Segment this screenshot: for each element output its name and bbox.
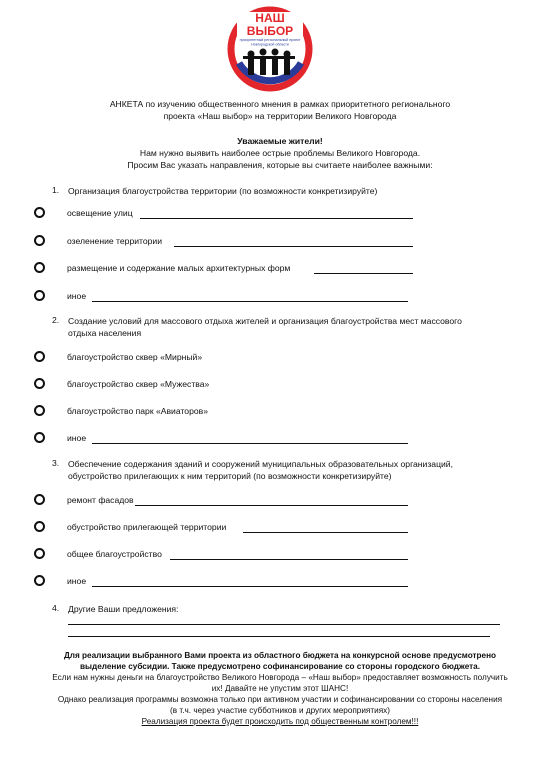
option-row[interactable] xyxy=(0,290,560,304)
option-label: иное xyxy=(67,433,87,443)
greeting-line-1: Нам нужно выявить наиболее острые проблемы Великого Новгорода. xyxy=(139,148,421,158)
answer-line[interactable] xyxy=(68,624,500,625)
option-row[interactable] xyxy=(0,575,560,589)
greeting-block xyxy=(0,135,560,171)
radio-option[interactable] xyxy=(34,351,45,362)
footer-bold-line-1: Для реализации выбранного Вами проекта из областного бюджета на конкурсной основе предусмотрено xyxy=(63,651,497,660)
radio-option[interactable] xyxy=(34,262,45,273)
answer-line[interactable] xyxy=(92,301,408,302)
answer-line[interactable] xyxy=(243,532,408,533)
radio-option[interactable] xyxy=(34,432,45,443)
option-label: ремонт фасадов xyxy=(67,495,134,505)
logo-emblem xyxy=(225,5,315,93)
project-logo xyxy=(225,5,315,93)
option-row[interactable] xyxy=(0,548,560,562)
answer-line[interactable] xyxy=(92,586,408,587)
logo-subtitle-2: Новгородской области xyxy=(251,42,289,47)
section-3-title-line-2: обустройство прилегающих к ним территорий (по возможности конкретизируйте) xyxy=(68,471,392,481)
section-2-number: 2. xyxy=(52,315,60,325)
answer-line[interactable] xyxy=(140,218,413,219)
option-row[interactable] xyxy=(0,235,560,249)
option-row[interactable] xyxy=(0,351,560,365)
option-row[interactable] xyxy=(0,521,560,535)
section-2-title-line-2: отдыха населения xyxy=(68,328,142,338)
option-label: освещение улиц xyxy=(67,208,133,218)
option-label: размещение и содержание малых архитектурных форм xyxy=(67,263,291,273)
option-row[interactable] xyxy=(0,432,560,446)
radio-option[interactable] xyxy=(34,521,45,532)
option-label: иное xyxy=(67,576,87,586)
logo-title-1: НАШ xyxy=(255,11,285,25)
footer-line-5: Однако реализация программы возможна только при активном участии и софинансировании со стороны населения xyxy=(57,695,503,704)
option-row[interactable] xyxy=(0,405,560,419)
answer-line[interactable] xyxy=(170,559,408,560)
option-row[interactable] xyxy=(0,207,560,221)
greeting-title: Уважаемые жители! xyxy=(237,136,323,146)
logo-subtitle-1: приоритетный региональный проект xyxy=(239,38,301,42)
footer-bold-line-2: выделение субсидии. Также предусмотрено софинансирование со стороны городского бюджета. xyxy=(80,662,480,671)
radio-option[interactable] xyxy=(34,494,45,505)
section-3-number: 3. xyxy=(52,458,60,468)
header-line-1: АНКЕТА по изучению общественного мнения в рамках приоритетного регионального xyxy=(109,99,451,109)
section-4-title: Другие Ваши предложения: xyxy=(68,604,179,614)
radio-option[interactable] xyxy=(34,290,45,301)
greeting-line-2: Просим Вас указать направления, которые вы считаете наиболее важными: xyxy=(127,160,433,170)
option-row[interactable] xyxy=(0,378,560,392)
footer-line-3: Если нам нужны деньги на благоустройство Великого Новгорода – «Наш выбор» предоставляет возможность получить xyxy=(52,673,508,682)
radio-option[interactable] xyxy=(34,548,45,559)
radio-option[interactable] xyxy=(34,405,45,416)
footer-line-4: их! Давайте не упустим этот ШАНС! xyxy=(211,684,349,693)
answer-line[interactable] xyxy=(135,505,408,506)
section-3-title-line-1: Обеспечение содержания зданий и сооружений муниципальных образовательных организаций, xyxy=(68,459,453,469)
answer-line[interactable] xyxy=(314,273,413,274)
footer-line-6: (в т.ч. через участие субботников и других мероприятиях) xyxy=(170,706,390,715)
option-label: благоустройство сквер «Мирный» xyxy=(67,352,203,362)
radio-option[interactable] xyxy=(34,378,45,389)
option-label: благоустройство парк «Авиаторов» xyxy=(67,406,208,416)
option-label: общее благоустройство xyxy=(67,549,162,559)
option-row[interactable] xyxy=(0,262,560,276)
radio-option[interactable] xyxy=(34,207,45,218)
section-1-number: 1. xyxy=(52,185,60,195)
footer-block xyxy=(0,650,560,727)
footer-line-7: Реализация проекта будет происходить под общественным контролем!!! xyxy=(141,717,419,726)
section-1-title: Организация благоустройства территории (по возможности конкретизируйте) xyxy=(68,186,378,196)
answer-line[interactable] xyxy=(92,443,408,444)
radio-option[interactable] xyxy=(34,575,45,586)
logo-title-2: ВЫБОР xyxy=(246,24,294,38)
option-row[interactable] xyxy=(0,494,560,508)
option-label: озеленение территории xyxy=(67,236,163,246)
radio-option[interactable] xyxy=(34,235,45,246)
answer-line[interactable] xyxy=(68,636,490,637)
option-label: благоустройство сквер «Мужества» xyxy=(67,379,210,389)
option-label: обустройство прилегающей территории xyxy=(67,522,227,532)
header-line-2: проекта «Наш выбор» на территории Великого Новгорода xyxy=(163,111,397,121)
section-2-title-line-1: Создание условий для массового отдыха жителей и организация благоустройства мест массового xyxy=(68,316,462,326)
survey-header xyxy=(0,98,560,122)
section-4-number: 4. xyxy=(52,603,60,613)
answer-line[interactable] xyxy=(174,246,413,247)
option-label: иное xyxy=(67,291,87,301)
